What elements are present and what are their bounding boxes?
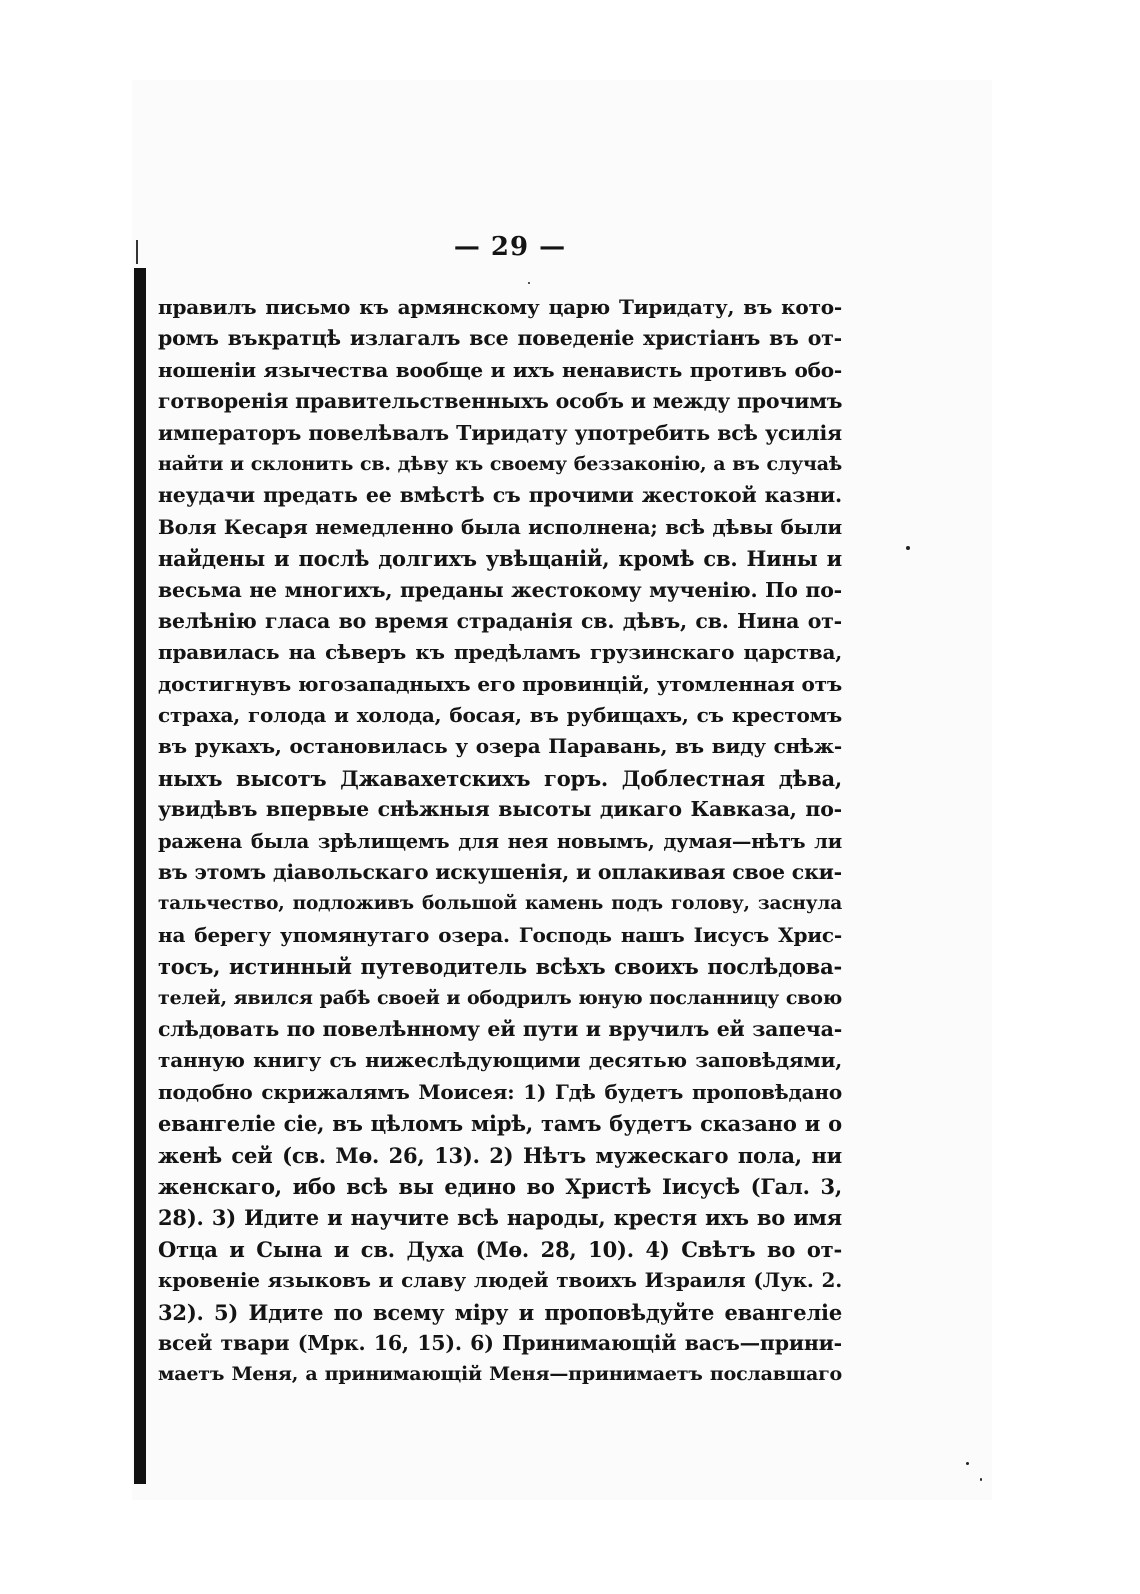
text-line: телей, явился рабѣ своей и ободрилъ юную посланницу свою <box>158 986 842 1009</box>
scan-speck <box>966 1462 969 1465</box>
text-line: ныхъ высотъ Джавахетскихъ горъ. Доблестная дѣва, <box>158 765 842 791</box>
text-line: всей твари (Мрк. 16, 15). 6) Принимающій васъ—прини- <box>158 1330 842 1355</box>
scan-speck <box>906 546 910 550</box>
text-line: женскаго, ибо всѣ вы едино во Христѣ Іисусѣ (Гал. 3, <box>158 1173 842 1199</box>
text-line: тальчество, подложивъ большой камень подъ голову, заснула <box>158 893 842 915</box>
binding-edge-shadow <box>134 268 146 1484</box>
text-line: ношеніи язычества вообще и ихъ ненависть противъ обо- <box>158 357 842 382</box>
text-line: велѣнію гласа во время страданія св. дѣвъ, св. Нина от- <box>158 608 842 633</box>
text-line: найти и склонить св. дѣву къ своему беззаконію, а въ случаѣ <box>158 452 842 475</box>
text-line: женѣ сей (св. Мѳ. 26, 13). 2) Нѣтъ мужескаго пола, ни <box>158 1142 842 1168</box>
text-line: кровеніе языковъ и славу людей твоихъ Израиля (Лук. 2. <box>158 1268 842 1293</box>
text-line: весьма не многихъ, преданы жестокому мученію. По по- <box>158 577 842 602</box>
text-line: правилъ письмо къ армянскому царю Тиридату, въ кото- <box>158 295 842 319</box>
text-line: достигнувъ югозападныхъ его провинцій, утомленная отъ <box>158 671 842 696</box>
text-line: ражена была зрѣлищемъ для нея новымъ, думая—нѣтъ ли <box>158 829 842 853</box>
text-line: въ этомъ діавольскаго искушенія, и оплакивая свое ски- <box>158 860 842 885</box>
text-line: страха, голода и холода, босая, въ рубищахъ, съ крестомъ <box>158 703 842 728</box>
text-line: на берегу упомянутаго озера. Господь нашъ Іисусъ Хрис- <box>158 922 842 947</box>
body-text <box>158 292 842 1391</box>
text-line: Воля Кесаря немедленно была исполнена; всѣ дѣвы были <box>158 514 842 539</box>
text-line: подобно скрижалямъ Моисея: 1) Гдѣ будетъ проповѣдано <box>158 1079 842 1104</box>
scan-speck <box>528 282 530 284</box>
binding-tick-mark <box>136 240 138 264</box>
page-number: — 29 — <box>453 232 567 262</box>
text-line: императоръ повелѣвалъ Тиридату употребить всѣ усилія <box>158 420 842 445</box>
text-line: увидѣвъ впервые снѣжныя высоты дикаго Кавказа, по- <box>158 797 842 822</box>
text-line: евангеліе сіе, въ цѣломъ мірѣ, тамъ будетъ сказано и о <box>158 1111 842 1137</box>
text-line: ромъ въкратцѣ излагалъ все поведеніе христіанъ въ от- <box>158 326 842 351</box>
scan-speck <box>980 1478 982 1481</box>
text-line: готворенія правительственныхъ особъ и между прочимъ <box>158 389 843 414</box>
text-line: 32). 5) Идите по всему міру и проповѣдуйте евангеліе <box>158 1299 842 1325</box>
text-line: неудачи предать ее вмѣстѣ съ прочими жестокой казни. <box>158 483 842 508</box>
text-line: Отца и Сына и св. Духа (Мѳ. 28, 10). 4) Свѣтъ во от- <box>158 1236 842 1262</box>
text-line: маетъ Меня, а принимающій Меня—принимаетъ пославшаго <box>158 1363 842 1386</box>
text-line: найдены и послѣ долгихъ увѣщаній, кромѣ св. Нины и <box>158 546 842 572</box>
text-line: танную книгу съ нижеслѣдующими десятью заповѣдями, <box>158 1048 842 1073</box>
text-line: слѣдовать по повелѣнному ей пути и вручилъ ей запеча- <box>158 1016 842 1041</box>
text-line: правилась на сѣверъ къ предѣламъ грузинскаго царства, <box>158 640 842 665</box>
text-line: 28). 3) Идите и научите всѣ народы, крестя ихъ во имя <box>158 1205 842 1231</box>
text-line: тосъ, истинный путеводитель всѣхъ своихъ послѣдова- <box>158 954 842 980</box>
text-line: въ рукахъ, остановилась у озера Паравань, въ виду снѣж- <box>158 734 842 759</box>
